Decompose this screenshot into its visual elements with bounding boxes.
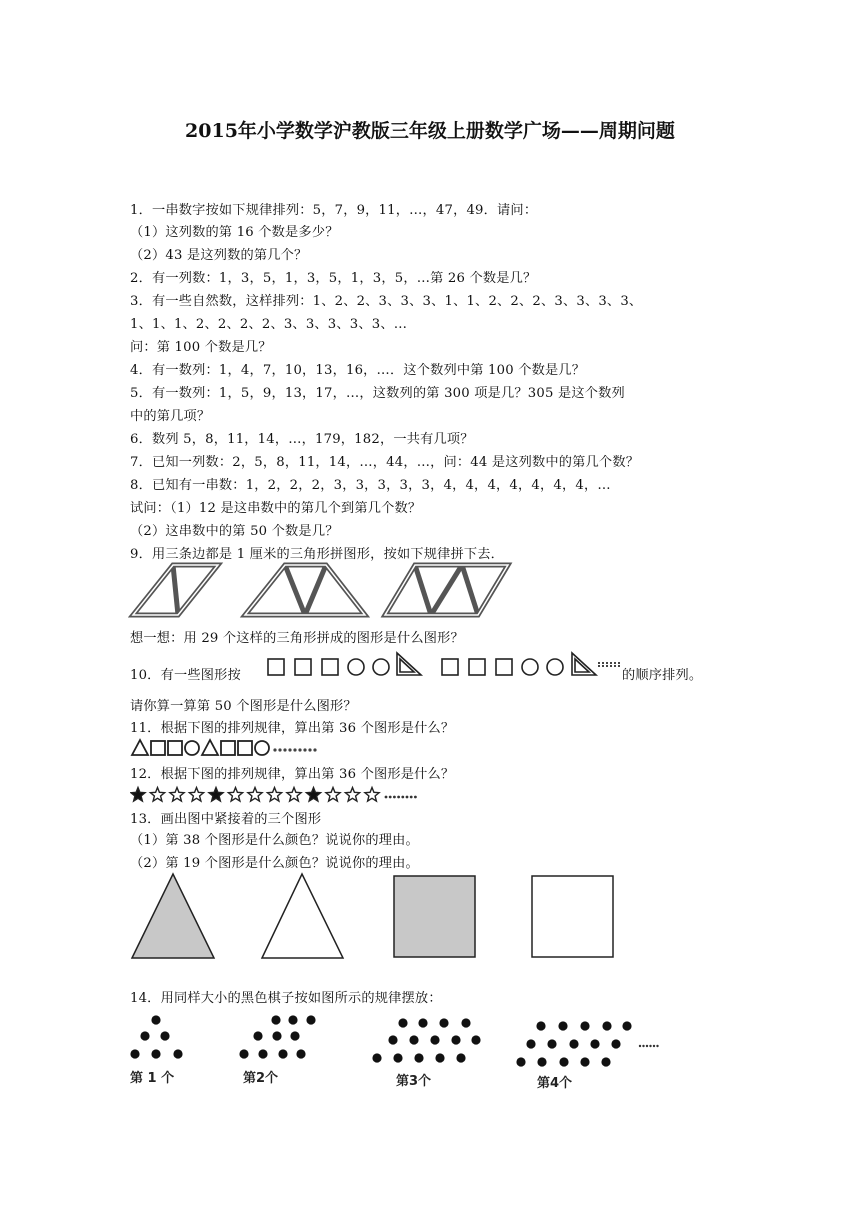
- black-piece: [140, 1031, 149, 1040]
- page-title: 2015年小学数学沪教版三年级上册数学广场——周期问题: [185, 120, 675, 142]
- black-piece: [559, 1057, 568, 1066]
- hollow-star-icon: [345, 788, 359, 802]
- q11-text: 11．根据下图的排列规律，算出第 36 个图形是什么？: [130, 721, 455, 736]
- black-piece: [537, 1057, 546, 1066]
- black-piece: [435, 1053, 444, 1062]
- q1-text: 1．一串数字按如下规律排列：5，7，9，11，…，47，49．请问：: [130, 203, 538, 218]
- ellipsis-dot: [656, 1045, 658, 1047]
- black-piece: [372, 1053, 381, 1062]
- ellipsis-dot: [653, 1045, 655, 1047]
- black-piece: [288, 1015, 297, 1024]
- black-piece: [130, 1049, 139, 1058]
- filled-star-icon: [131, 788, 145, 802]
- black-piece: [622, 1021, 631, 1030]
- hollow-star-icon: [189, 788, 203, 802]
- black-piece: [516, 1057, 525, 1066]
- black-piece: [471, 1035, 480, 1044]
- triangle-group-1: [133, 565, 218, 615]
- q9-text: 9．用三条边都是 1 厘米的三角形拼图形，按如下规律拼下去．: [130, 547, 505, 562]
- black-piece: [430, 1035, 439, 1044]
- black-piece: [451, 1035, 460, 1044]
- ellipsis-dot: [401, 796, 404, 799]
- black-piece: [409, 1035, 418, 1044]
- q10-question: 请你算一算第 50 个图形是什么图形？: [130, 699, 357, 714]
- ellipsis-dot: [639, 1045, 641, 1047]
- q14-text: 14．用同样大小的黑色棋子按如图所示的规律摆放：: [130, 991, 442, 1006]
- hollow-star-icon: [365, 788, 379, 802]
- q3-text: 3．有一些自然数，这样排列：1、2、2、3、3、3、1、1、2、2、2、3、3、3、3、: [130, 294, 643, 309]
- ellipsis-dot: [393, 796, 396, 799]
- q11-shape-row: [130, 736, 330, 758]
- black-piece: [526, 1039, 535, 1048]
- black-piece: [536, 1021, 545, 1030]
- ellipsis-dot: [649, 1045, 651, 1047]
- ellipsis-dot: [397, 796, 400, 799]
- ellipsis-dot: [646, 1045, 648, 1047]
- dots-label-1: 第 1 个: [130, 1071, 175, 1086]
- triangle-group-3: [385, 565, 508, 615]
- black-piece: [151, 1015, 160, 1024]
- dots-label-4: 第4个: [537, 1076, 573, 1090]
- black-piece: [253, 1031, 262, 1040]
- hollow-star-icon: [228, 788, 242, 802]
- q3-text-cont: 1、1、1、2、2、2、2、3、3、3、3、3、…: [130, 317, 408, 332]
- black-piece: [306, 1015, 315, 1024]
- q6-text: 6．数列 5，8，11，14，…，179，182，一共有几项？: [130, 432, 474, 447]
- black-piece: [296, 1049, 305, 1058]
- hollow-star-icon: [150, 788, 164, 802]
- black-piece: [278, 1049, 287, 1058]
- black-piece: [569, 1039, 578, 1048]
- ellipsis-dot: [406, 796, 409, 799]
- q12-text: 12．根据下图的排列规律，算出第 36 个图形是什么？: [130, 767, 455, 782]
- gray-triangle: [132, 874, 214, 958]
- q5-text: 5．有一数列：1，5，9，13，17，…，这数列的第 300 项是几？305 是这个数列: [130, 386, 625, 401]
- q3-question: 问：第 100 个数是几？: [130, 340, 272, 355]
- q13-shapes-figure: [128, 870, 628, 962]
- ellipsis-dot: [385, 796, 388, 799]
- black-piece: [439, 1018, 448, 1027]
- filled-star-icon: [209, 788, 223, 802]
- black-piece: [239, 1049, 248, 1058]
- black-piece: [414, 1053, 423, 1062]
- black-piece: [461, 1018, 470, 1027]
- black-piece: [418, 1018, 427, 1027]
- q7-text: 7．已知一列数：2，5，8，11，14，…，44，…，问：44 是这列数中的第几个数？: [130, 455, 640, 470]
- black-piece: [602, 1021, 611, 1030]
- black-piece: [258, 1049, 267, 1058]
- q9-question: 想一想：用 29 个这样的三角形拼成的图形是什么图形？: [130, 631, 464, 646]
- q13-text: 13．画出图中紧接着的三个图形: [130, 812, 322, 827]
- black-piece: [272, 1031, 281, 1040]
- ellipsis-dot: [414, 796, 417, 799]
- shape-sequence-figure: [266, 650, 626, 680]
- dots-label-2: 第2个: [243, 1071, 279, 1086]
- black-piece: [271, 1015, 280, 1024]
- black-piece: [580, 1057, 589, 1066]
- q8-text: 8．已知有一串数：1，2，2，2，3，3，3，3，3，4，4，4，4，4，4，4，…: [130, 478, 611, 493]
- q1-part1: （1）这列数的第 16 个数是多少？: [130, 225, 339, 240]
- black-piece: [456, 1053, 465, 1062]
- black-piece: [398, 1018, 407, 1027]
- black-piece: [160, 1031, 169, 1040]
- q4-text: 4．有一数列：1，4，7，10，13，16，…．这个数列中第 100 个数是几？: [130, 363, 586, 378]
- ellipsis-dot: [410, 796, 413, 799]
- q12-star-row: [130, 785, 420, 805]
- hollow-star-icon: [170, 788, 184, 802]
- black-piece: [151, 1049, 160, 1058]
- ellipsis-dot: [642, 1045, 644, 1047]
- dots-label-3: 第3个: [396, 1074, 432, 1089]
- ellipsis-dot: [389, 796, 392, 799]
- hollow-star-icon: [287, 788, 301, 802]
- hollow-star-icon: [248, 788, 262, 802]
- q13-part2: （2）第 19 个图形是什么颜色？说说你的理由。: [130, 856, 419, 871]
- black-piece: [547, 1039, 556, 1048]
- q1-part2: （2）43 是这列数的第几个？: [130, 248, 308, 263]
- black-piece: [558, 1021, 567, 1030]
- hollow-star-icon: [267, 788, 281, 802]
- white-triangle: [262, 874, 343, 958]
- black-piece: [590, 1039, 599, 1048]
- black-piece: [393, 1053, 402, 1062]
- black-piece: [611, 1039, 620, 1048]
- black-piece: [580, 1021, 589, 1030]
- filled-star-icon: [306, 788, 320, 802]
- q5-text-cont: 中的第几项？: [130, 409, 211, 424]
- gray-square: [394, 876, 475, 957]
- q2-text: 2．有一列数：1，3，5，1，3，5，1，3，5，…第 26 个数是几？: [130, 271, 537, 286]
- black-piece: [173, 1049, 182, 1058]
- triangle-pattern-figure: [128, 560, 548, 620]
- black-piece: [290, 1031, 299, 1040]
- q8-part1: 试问：（1）12 是这串数中的第几个到第几个数？: [130, 501, 422, 516]
- q13-part1: （1）第 38 个图形是什么颜色？说说你的理由。: [130, 833, 419, 848]
- q14-dots-figure: [128, 1010, 668, 1090]
- q10-text-start: 10．有一些图形按: [130, 668, 241, 683]
- q8-part2: （2）这串数中的第 50 个数是几？: [130, 524, 339, 539]
- q10-text-end: 的顺序排列。: [622, 668, 703, 683]
- hollow-star-icon: [326, 788, 340, 802]
- black-piece: [388, 1035, 397, 1044]
- triangle-group-2: [245, 565, 365, 615]
- black-piece: [601, 1057, 610, 1066]
- white-square: [532, 876, 613, 957]
